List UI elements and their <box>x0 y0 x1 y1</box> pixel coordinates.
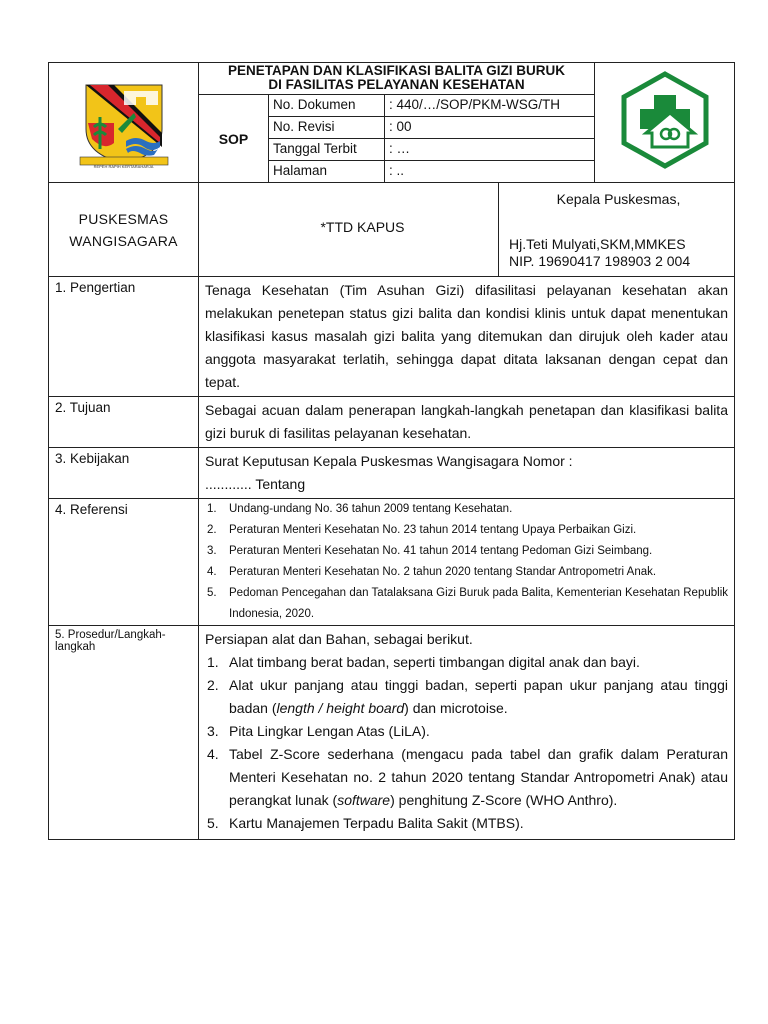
kepala-nip: NIP. 19690417 198903 2 004 <box>509 253 691 269</box>
list-item: 1. Undang-undang No. 36 tahun 2009 tentang Kesehatan. <box>207 503 513 515</box>
referensi-list <box>205 499 728 625</box>
puskesmas-logo-cell <box>595 63 735 183</box>
referensi-list-cell <box>199 499 735 626</box>
prosedur-cell <box>199 626 735 840</box>
tujuan-text: Sebagai acuan dalam penerapan langkah-langkah penetapan dan klasifikasi balita gizi buruk di fasilitas pelayanan kesehatan. <box>199 397 735 448</box>
ttd-kapus: *TTD KAPUS <box>199 183 499 277</box>
referensi-label: 4. Referensi <box>49 499 199 626</box>
sop-table <box>48 62 735 840</box>
meta-label-tanggal: Tanggal Terbit <box>269 139 385 161</box>
meta-value-tanggal: : … <box>385 139 595 161</box>
puskesmas-line-2: WANGISAGARA <box>69 232 178 249</box>
kebijakan-line-1: Surat Keputusan Kepala Puskesmas Wangisagara Nomor : <box>205 453 573 469</box>
list-item: 2. Alat ukur panjang atau tinggi badan, seperti papan ukur panjang atau tinggi badan (length / height board) dan microtoise. <box>207 677 728 716</box>
meta-value-halaman: : .. <box>385 161 595 183</box>
list-item: 3. Peraturan Menteri Kesehatan No. 41 tahun 2014 tentang Pedoman Gizi Seimbang. <box>207 545 653 557</box>
meta-value-revisi: : 00 <box>385 117 595 139</box>
tujuan-label: 2. Tujuan <box>49 397 199 448</box>
puskesmas-logo-icon <box>616 71 714 169</box>
list-item: 1. Alat timbang berat badan, seperti timbangan digital anak dan bayi. <box>207 654 640 670</box>
list-item: 2. Peraturan Menteri Kesehatan No. 23 tahun 2014 tentang Upaya Perbaikan Gizi. <box>207 524 637 536</box>
title-line-2: DI FASILITAS PELAYANAN KESEHATAN <box>268 77 525 92</box>
sop-label: SOP <box>199 95 269 183</box>
kebijakan-line-2: ............ Tentang <box>205 476 306 492</box>
list-item: 4. Peraturan Menteri Kesehatan No. 2 tahun 2020 tentang Standar Antropometri Anak. <box>207 566 657 578</box>
pengertian-label: 1. Pengertian <box>49 277 199 397</box>
regency-logo-cell <box>49 63 199 183</box>
kepala-title: Kepala Puskesmas, <box>556 191 681 207</box>
kepala-puskesmas-block <box>499 183 735 277</box>
prosedur-intro: Persiapan alat dan Bahan, sebagai berikut. <box>205 631 473 647</box>
pengertian-text: Tenaga Kesehatan (Tim Asuhan Gizi) difasilitasi pelayanan kesehatan akan melakukan penetepan status gizi balita dan kondisi klinis untuk dapat menentukan klasifikasi kasus masalah gizi balita yang ditemukan dan dirujuk oleh kader atau anggota masyarakat terlatih, sehingga dapat ditata laksanan dengan cepat dan tepat. <box>199 277 735 397</box>
regency-emblem-icon <box>74 77 174 169</box>
kepala-name: Hj.Teti Mulyati,SKM,MMKES <box>509 236 686 252</box>
kebijakan-text <box>199 448 735 499</box>
list-item: 4. Tabel Z-Score sederhana (mengacu pada tabel dan grafik dalam Peraturan Menteri Kesehatan no. 2 tahun 2020 tentang Standar Antropometri Anak) atau perangkat lunak (software) penghitung Z-Score (WHO Anthro). <box>207 746 728 808</box>
prosedur-label: 5. Prosedur/Langkah-langkah <box>49 626 199 840</box>
title-line-1: PENETAPAN DAN KLASIFIKASI BALITA GIZI BURUK <box>228 63 565 78</box>
list-item: 5. Pedoman Pencegahan dan Tatalaksana Gizi Buruk pada Balita, Kementerian Kesehatan Republik Indonesia, 2020. <box>207 587 728 620</box>
prosedur-list <box>205 651 728 835</box>
puskesmas-line-1: PUSKESMAS <box>78 210 169 227</box>
meta-value-dokumen: : 440/…/SOP/PKM-WSG/TH <box>385 95 595 117</box>
list-item: 5. Kartu Manajemen Terpadu Balita Sakit (MTBS). <box>207 815 524 831</box>
puskesmas-name <box>49 183 199 277</box>
kebijakan-label: 3. Kebijakan <box>49 448 199 499</box>
document-title <box>199 63 595 95</box>
meta-label-revisi: No. Revisi <box>269 117 385 139</box>
list-item: 3. Pita Lingkar Lengan Atas (LiLA). <box>207 723 430 739</box>
meta-label-halaman: Halaman <box>269 161 385 183</box>
regency-motto: REPEH RAPIH KERTARAHARJA <box>93 163 154 169</box>
meta-label-dokumen: No. Dokumen <box>269 95 385 117</box>
